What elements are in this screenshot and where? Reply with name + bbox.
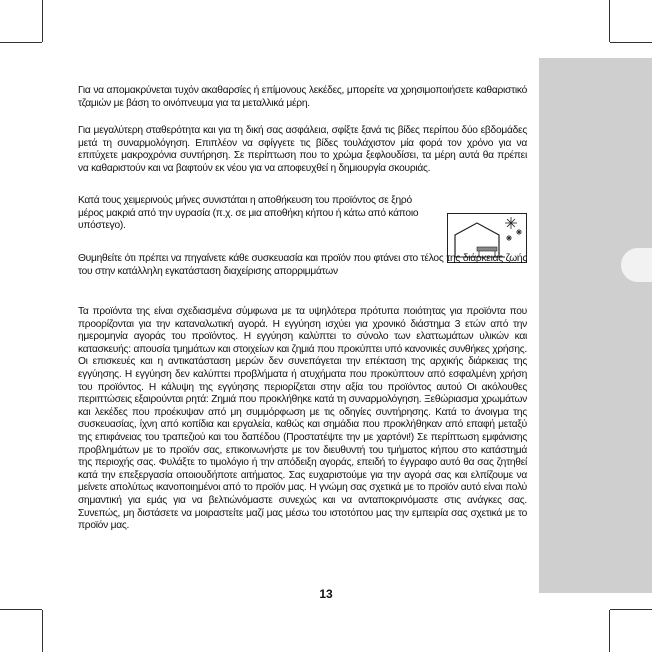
- paragraph-warranty: Τα προϊόντα της είναι σχεδιασμένα σύμφωνα με τα υψηλότερα πρότυπα ποιότητας για προϊόντα που προορίζονται για την καταναλωτική αγορά. Η εγγύηση ισχύει για χρονικό διάστημα 3 ετών από την ημερομηνία αγοράς του προϊόντος. Η εγγύηση καλύπτει το σύνολο των ελαττωμάτων υλικών και κατασκευής: απουσία τμημάτων και στοιχείων και ζημιά που προκύπτει υπό κανονικές συνθήκες χρήσης. Οι επισκευές και η αντικατάσταση μερών δεν συνεπάγεται την επέκταση της αρχικής διάρκειας της εγγύησης. Η εγγύηση δεν καλύπτει προβλήματα ή ατυχήματα που προκύπτουν από εσφαλμένη χρήση του προϊόντος. Η κάλυψη της εγγύησης περιορίζεται στην αξία του προϊόντος αυτού Οι ακόλουθες περιπτώσεις εξαιρούνται ρητά: Ζημιά που προκλήθηκε κατά τη συναρμολόγηση. Ξεθώριασμα χρωμάτων και λεκέδες που προέκυψαν από μη συμμόρφωση με τις οδηγίες συντήρησης. Κατά το άνοιγμα της συσκευασίας, ίχνη από κοπίδια και εργαλεία, καθώς και σημάδια που προκλήθηκαν από επαφή μεταξύ της επιφάνειας του τραπεζιού και του δαπέδου (Προστατέψτε την με χαρτόνι!) Σε περίπτωση εμφάνισης προβλημάτων με το προϊόν σας, επικοινωνήστε με τον διευθυντή του τμήματος κήπου στο κατάστημά της περιοχής σας. Φυλάξτε το τιμολόγιο ή την απόδειξη αγοράς, επειδή το έγγραφο αυτό θα σας ζητηθεί κατά την επεξεργασία οποιουδήποτε αιτήματος. Σας ευχαριστούμε για την αγορά σας και ελπίζουμε να μείνετε απολύτως ικανοποιημένοι από το προϊόν μας. Η γνώμη σας σχετικά με το προϊόν αυτό είναι πολύ σημαντική για εμάς για να βελτιώνόμαστε συνεχώς και να ανταποκρινόμαστε στις ανάγκες σας. Συνεπώς, μη διστάσετε να μοιραστείτε μαζί μας μέσω του ιστοτόπου μας την εμπειρία σας σχετικά με το προϊόν μας.: [78, 306, 527, 532]
- side-panel: [539, 58, 652, 593]
- page-number: 13: [319, 587, 333, 601]
- crop-mark: [0, 609, 42, 610]
- paragraph-cleaning: Για να απομακρύνεται τυχόν ακαθαρσίες ή επίμονους λεκέδες, μπορείτε να χρησιμοποιήσετε καθαριστικό τζαμιών με βάση το οινόπνευμα για τα μεταλλικά μέρη.: [78, 85, 527, 109]
- crop-mark: [0, 42, 42, 43]
- crop-mark: [610, 42, 652, 43]
- crop-mark: [609, 0, 610, 42]
- side-tab: [621, 248, 652, 282]
- paragraph-tightening: Για μεγαλύτερη σταθερότητα και για τη δική σας ασφάλεια, σφίξτε ξανά τις βίδες περίπου δύο εβδομάδες μετά τη συναρμολόγηση. Επιπλέον να σφίγγετε τις βίδες τουλάχιστον μία φορά τον χρόνο για να επιτύχετε μακροχρόνια συντήρηση. Σε περίπτωση που το χρώμα ξεφλουδίσει, τα μέρη αυτά θα πρέπει να καθαριστούν και να βαφτούν εκ νέου για να αποφευχθεί η δημιουργία σκουριάς.: [78, 125, 527, 174]
- crop-mark: [609, 610, 610, 652]
- crop-mark: [610, 609, 652, 610]
- crop-mark: [42, 610, 43, 652]
- paragraph-winter-storage: Κατά τους χειμερινούς μήνες συνιστάται η αποθήκευση του προϊόντος σε ξηρό μέρος μακριά από την υγρασία (π.χ. σε μια αποθήκη κήπου ή κάτω από κάποιο υπόστεγο).: [78, 195, 419, 232]
- crop-mark: [42, 0, 43, 42]
- paragraph-disposal: Θυμηθείτε ότι πρέπει να πηγαίνετε κάθε συσκευασία και προϊόν που φτάνει στο τέλος της διάρκειας ζωής του στην κατάλληλη εγκατάσταση διαχείρισης απορριμμάτων: [78, 253, 527, 277]
